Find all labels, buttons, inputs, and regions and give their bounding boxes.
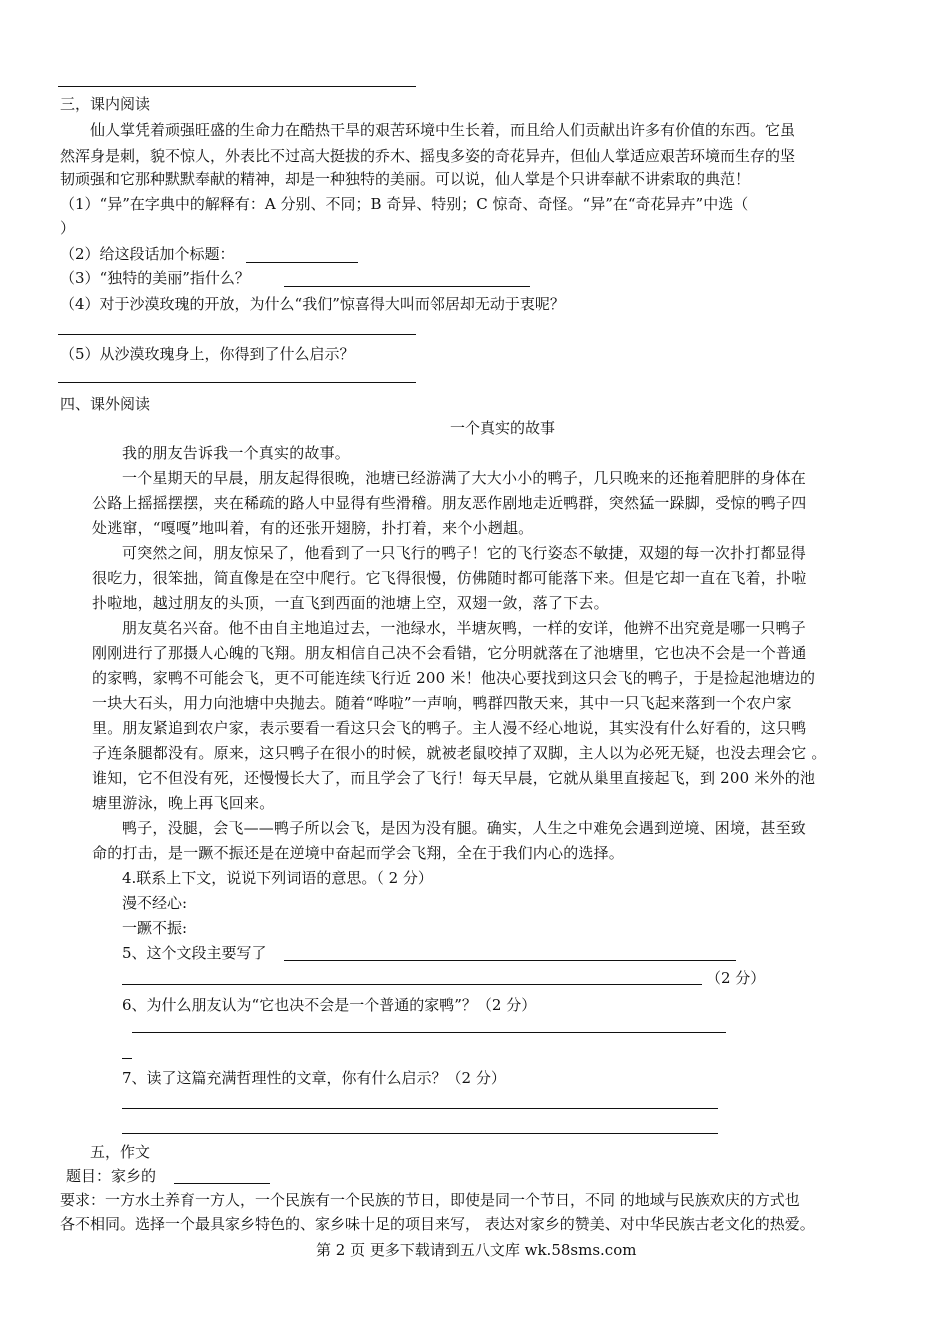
section3-paragraph-line: 仙人掌凭着顽强旺盛的生命力在酷热干旱的艰苦环境中生长着，而且给人们贡献出许多有价值的东西。它虽	[90, 121, 796, 139]
answer-line-beauty[interactable]	[284, 286, 530, 287]
question-4-6: 6、为什么朋友认为“它也决不会是一个普通的家鸭”？（2 分）	[122, 996, 537, 1014]
story-line: 鸭子，没腿，会飞——鸭子所以会飞，是因为没有腿。确实，人生之中难免会遇到逆境、困境，甚至致	[122, 819, 807, 837]
story-line: 可突然之间，朋友惊呆了，他看到了一只飞行的鸭子！它的飞行姿态不敏捷，双翅的每一次扑打都显得	[122, 544, 807, 562]
story-line: 谁知，它不但没有死，还慢慢长大了，而且学会了飞行！每天早晨，它就从巢里直接起飞，到 200 米外的池	[92, 769, 816, 787]
essay-topic-blank[interactable]	[174, 1183, 270, 1184]
story-line: 塘里游泳，晚上再飞回来。	[92, 794, 275, 812]
answer-line-top	[58, 86, 416, 87]
question-4-4: 4.联系上下文，说说下列词语的意思。（ 2 分）	[122, 869, 433, 887]
story-line: 一块大石头，用力向池塘中央抛去。随着“哗啦”一声响，鸭群四散天来，其中一只飞起来落到一个农户家	[92, 694, 792, 712]
essay-requirement-line: 要求：一方水土养育一方人，一个民族有一个民族的节日，即使是同一个节日，不同 的地域与民族欢庆的方式也	[60, 1191, 800, 1209]
answer-line-4-7a[interactable]	[122, 1108, 718, 1109]
story-line: 刚刚进行了那摄人心魄的飞翔。朋友相信自己决不会看错，它分明就落在了池塘里，它也决不会是一个普通	[92, 644, 807, 662]
story-line: 我的朋友告诉我一个真实的故事。	[122, 444, 351, 462]
section3-paragraph-line: 然浑身是刺，貌不惊人，外表比不过高大挺拔的乔木、摇曳多姿的奇花异卉，但仙人掌适应艰苦环境而生存的坚	[60, 147, 796, 165]
story-line: 一个星期天的早晨，朋友起得很晚，池塘已经游满了大大小小的鸭子，几只晚来的还拖着肥胖的身体在	[122, 469, 807, 487]
answer-line-4-5b[interactable]	[122, 984, 702, 985]
question-3-1-cont: ）	[60, 219, 76, 237]
answer-line-title[interactable]	[246, 262, 358, 263]
section5-heading: 五，作文	[90, 1143, 151, 1161]
question-4-7: 7、读了这篇充满哲理性的文章，你有什么启示？（2 分）	[122, 1069, 506, 1087]
story-line: 命的打击，是一蹶不振还是在逆境中奋起而学会飞翔，全在于我们内心的选择。	[92, 844, 625, 862]
answer-line-q5[interactable]	[58, 382, 416, 383]
essay-topic: 题目：家乡的	[66, 1167, 157, 1185]
story-line: 很吃力，很笨拙，简直像是在空中爬行。它飞得很慢，仿佛随时都可能落下来。但是它却一直在飞着，扑啦	[92, 569, 807, 587]
essay-requirement-line: 各不相同。选择一个最具家乡特色的、家乡味十足的项目来写， 表达对家乡的赞美、对中华民族古老文化的热爱。	[60, 1215, 815, 1233]
story-line: 里。朋友紧追到农户家，表示要看一看这只会飞的鸭子。主人漫不经心地说，其实没有什么好看的，这只鸭	[92, 719, 807, 737]
story-line: 扑啦地，越过朋友的头顶，一直飞到西面的池塘上空，双翅一敛，落了下去。	[92, 594, 609, 612]
question-3-4: （4）对于沙漠玫瑰的开放，为什么“我们”惊喜得大叫而邻居却无动于衷呢？	[60, 295, 565, 313]
section4-heading: 四、课外阅读	[60, 395, 151, 413]
story-title: 一个真实的故事	[450, 419, 556, 437]
answer-line-4-6b[interactable]	[122, 1058, 132, 1059]
story-line: 朋友莫名兴奋。他不由自主地追过去，一池绿水，半塘灰鸭，一样的安详，他辨不出究竟是哪一只鸭子	[122, 619, 807, 637]
question-3-2: （2）给这段话加个标题：	[60, 245, 235, 263]
section3-heading: 三，课内阅读	[60, 95, 151, 113]
question-4-5: 5、这个文段主要写了	[122, 944, 267, 962]
story-line: 公路上摇摇摆摆，夹在稀疏的路人中显得有些滑稽。朋友恶作剧地走近鸭群，突然猛一跺脚，受惊的鸭子四	[92, 494, 807, 512]
question-4-5-score: （2 分）	[706, 969, 766, 987]
section3-paragraph-line: 韧顽强和它那种默默奉献的精神，却是一种独特的美丽。可以说，仙人掌是个只讲奉献不讲索取的典范！	[60, 170, 751, 188]
word-yijuebuzhen: 一蹶不振:	[122, 919, 188, 937]
question-3-3: （3）“独特的美丽”指什么？	[60, 269, 250, 287]
page-footer: 第 2 页 更多下载请到五八文库 wk.58sms.com	[316, 1241, 637, 1259]
answer-line-4-6a[interactable]	[132, 1032, 726, 1033]
story-line: 的家鸭，家鸭不可能会飞，更不可能连续飞行近 200 米！他决心要找到这只会飞的鸭子，于是捡起池塘边的	[92, 669, 816, 687]
answer-line-q4[interactable]	[58, 334, 416, 335]
question-3-1: （1）“异”在字典中的解释有：A 分别、不同；B 奇异、特别；C 惊奇、奇怪。“异”在“奇花异卉”中选（	[60, 195, 749, 213]
story-line: 子连条腿都没有。原来，这只鸭子在很小的时候，就被老鼠咬掉了双脚，主人以为必死无疑，也没去理会它 。	[92, 744, 827, 762]
word-manbujingxin: 漫不经心:	[122, 894, 188, 912]
answer-line-4-5a[interactable]	[284, 960, 736, 961]
answer-line-4-7b[interactable]	[122, 1133, 718, 1134]
story-line: 处逃窜，“嘎嘎”地叫着，有的还张开翅膀，扑打着，来个小趔趄。	[92, 519, 534, 537]
question-3-5: （5）从沙漠玫瑰身上，你得到了什么启示？	[60, 345, 355, 363]
